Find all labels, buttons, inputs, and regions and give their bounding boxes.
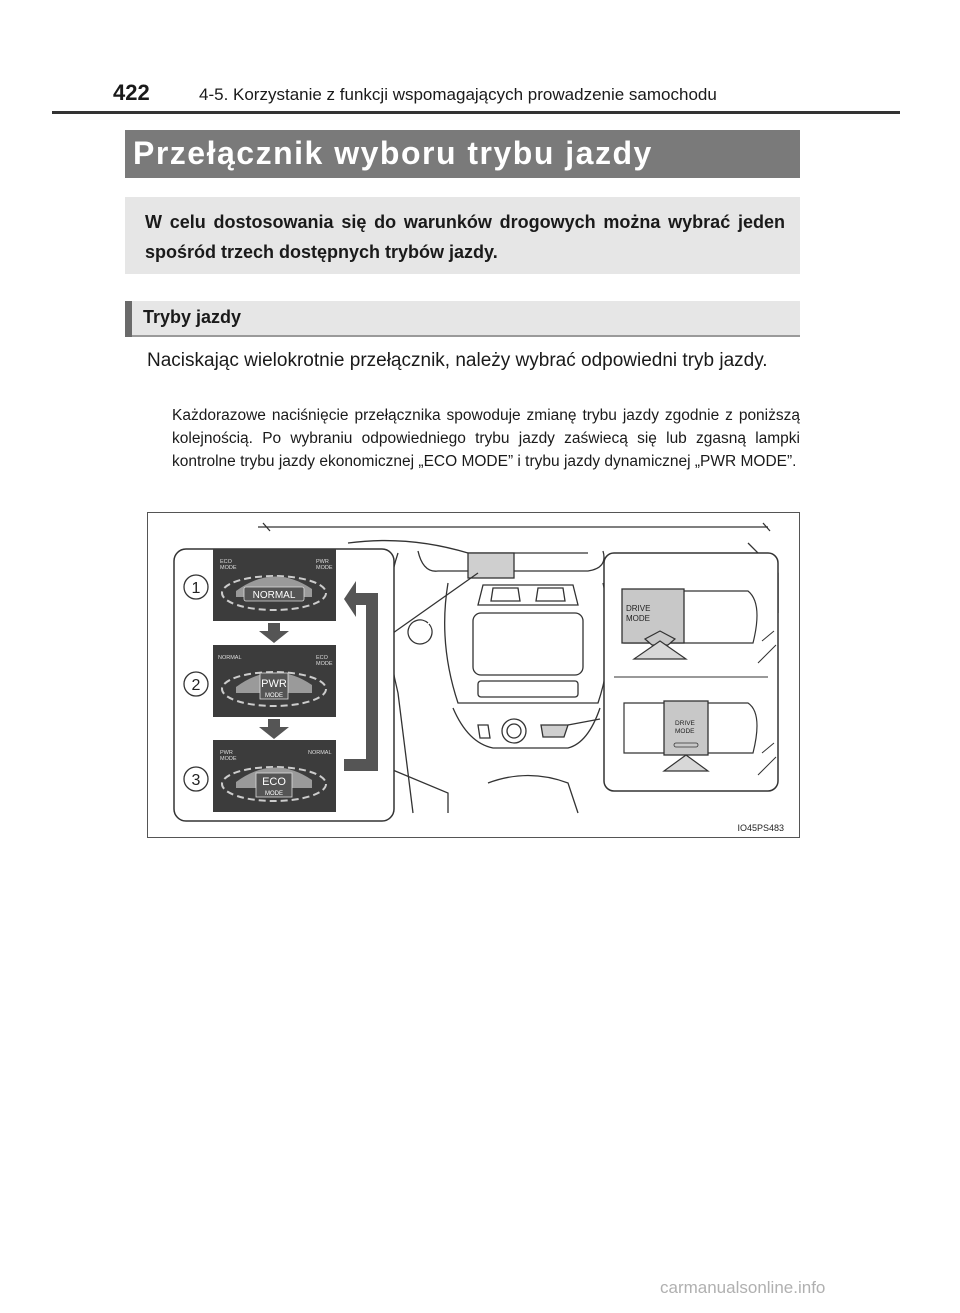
svg-text:NORMAL: NORMAL (308, 750, 332, 756)
number-1: 1 (191, 580, 201, 597)
number-2: 2 (191, 677, 201, 694)
subsection-title: Tryby jazdy (143, 307, 242, 327)
section-title: Przełącznik wyboru trybu jazdy (133, 135, 653, 171)
watermark: carmanualsonline.info (660, 1278, 826, 1297)
svg-text:MODE: MODE (626, 614, 650, 623)
display-normal (213, 549, 336, 621)
display-label-eco: ECO (262, 776, 286, 788)
display-label-pwr: PWR (261, 678, 287, 690)
svg-text:MODE: MODE (220, 565, 237, 571)
note-text: Każdorazowe naciśnięcie przełącznika spowoduje zmianę trybu jazdy zgodnie z poniższą kolejnością. Po wybraniu odpowiedniego trybu jazdy zaświecą się lub zgasną lampki kontrolne trybu jazdy ekonomicznej „ECO MODE” i trybu jazdy dynamicznej „PWR MODE”. (172, 407, 800, 470)
svg-text:MODE: MODE (316, 565, 333, 571)
display-eco-mode (213, 740, 336, 812)
drive-mode-button-label-top: DRIVE (626, 604, 651, 613)
svg-text:MODE: MODE (265, 693, 283, 699)
svg-text:MODE: MODE (675, 728, 695, 735)
intro-text: W celu dostosowania się do warunków drogowych można wybrać jeden spośród trzech dostępnych trybów jazdy. (145, 212, 785, 262)
header-rule (52, 111, 900, 114)
drive-mode-figure (147, 512, 800, 838)
number-3: 3 (191, 772, 201, 789)
step-text: Naciskając wielokrotnie przełącznik, należy wybrać odpowiedni tryb jazdy. (147, 350, 768, 371)
svg-text:ECO: ECO (316, 655, 328, 661)
svg-text:PWR: PWR (316, 559, 329, 565)
chapter-title: 4-5. Korzystanie z funkcji wspomagających prowadzenie samochodu (199, 85, 717, 104)
svg-text:PWR: PWR (220, 750, 233, 756)
svg-text:MODE: MODE (220, 756, 237, 762)
svg-text:NORMAL: NORMAL (218, 655, 242, 661)
display-pwr-mode (213, 645, 336, 717)
svg-text:MODE: MODE (265, 791, 283, 797)
drive-mode-button-label-bottom: DRIVE (675, 720, 695, 727)
page-number: 422 (113, 80, 150, 105)
figure-id: IO45PS483 (737, 823, 784, 833)
svg-text:MODE: MODE (316, 661, 333, 667)
display-label-normal: NORMAL (252, 590, 296, 601)
figure-illustration (148, 513, 799, 837)
display-left-tag: ECO (220, 559, 232, 565)
subsection-accent (125, 301, 132, 337)
